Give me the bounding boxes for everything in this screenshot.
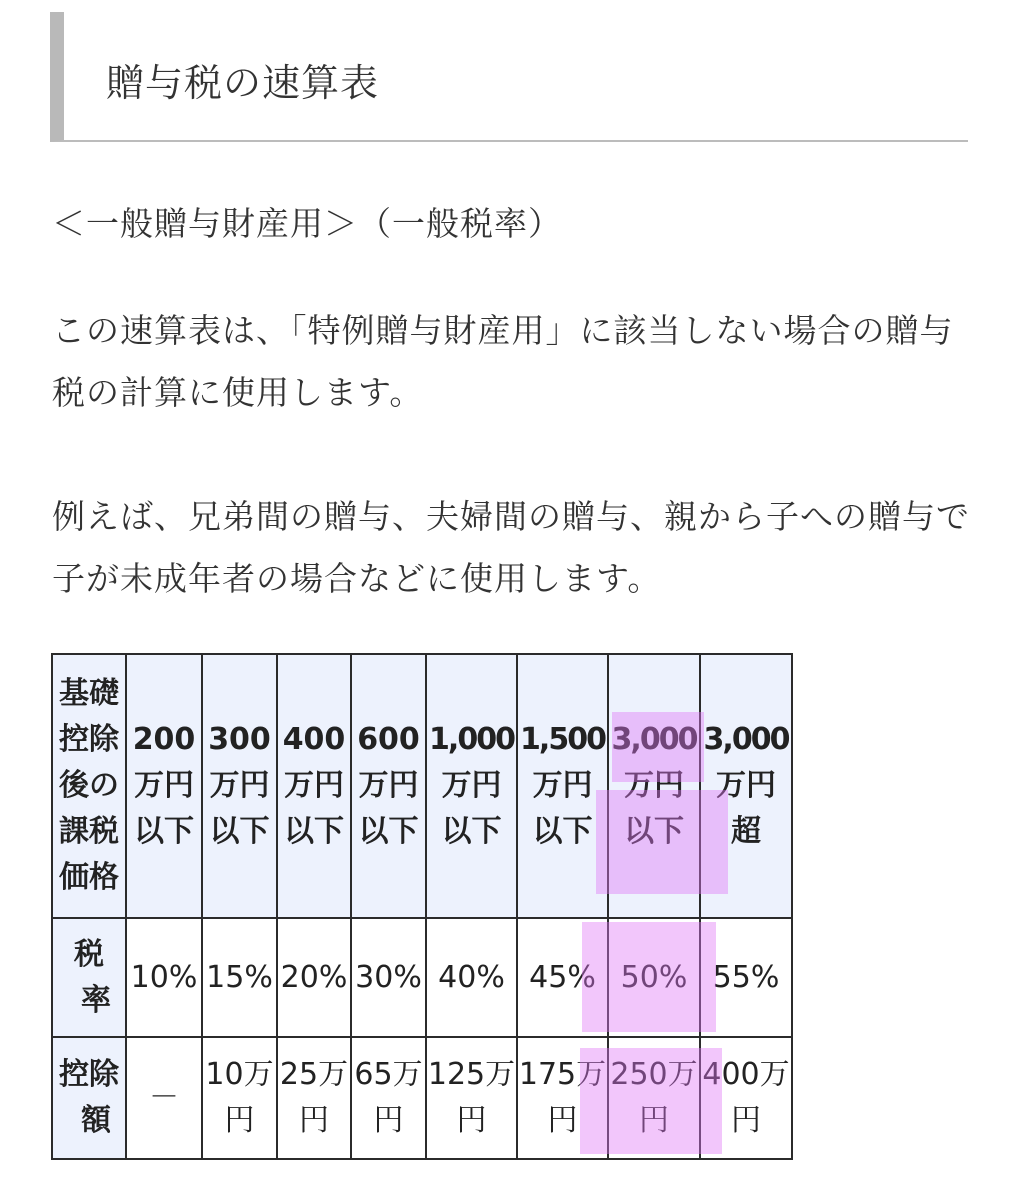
bracket-header [608,654,700,918]
section-heading [50,12,968,142]
bracket-header [202,654,277,918]
bracket-amount: 3,000 [703,722,789,757]
tax-rate-cell: 50% [608,918,700,1037]
bracket-unit: 万円 [532,768,593,803]
bracket-unit: 万円 [624,768,684,803]
gift-tax-table [51,653,793,1160]
header-row-label: 基礎 控除 後の 課税 価格 [52,654,126,918]
bracket-cond: 以下 [441,814,502,849]
bracket-unit: 万円 [358,768,419,803]
bracket-amount: 200 [132,722,196,757]
deduction-cell: 65万 円 [351,1037,426,1159]
tax-rate-cell: 15% [202,918,277,1037]
tax-rate-cell: 10% [126,918,202,1037]
bracket-unit: 万円 [716,768,776,803]
bracket-cond: 以下 [209,814,270,849]
bracket-amount: 3,000 [611,722,697,757]
bracket-amount: 600 [357,722,420,757]
deduction-cell: － [126,1037,202,1159]
bracket-cond: 以下 [358,814,419,849]
bracket-amount: 400 [282,722,346,757]
bracket-cond: 超 [731,814,761,849]
bracket-header [517,654,608,918]
tax-rate-cell: 30% [351,918,426,1037]
tax-rate-cell: 55% [700,918,792,1037]
bracket-cond: 以下 [284,814,344,849]
bracket-cond: 以下 [532,814,593,849]
deduction-cell: 400万 円 [700,1037,792,1159]
bracket-cond: 以下 [134,814,194,849]
bracket-amount: 1,000 [429,722,514,757]
deduction-cell: 125万 円 [426,1037,517,1159]
bracket-unit: 万円 [134,768,194,803]
bracket-header [426,654,517,918]
deduction-cell: 10万 円 [202,1037,277,1159]
description-paragraph-1: この速算表は、「特例贈与財産用」に該当しない場合の贈与税の計算に使用します。 [52,311,954,412]
page-title: 贈与税の速算表 [106,61,380,105]
bracket-cond: 以下 [624,814,684,849]
deduction-cell: 25万 円 [277,1037,351,1159]
tax-rate-cell: 40% [426,918,517,1037]
bracket-amount: 1,500 [520,722,605,757]
tax-rate-cell: 20% [277,918,351,1037]
deduction-cell: 250万 円 [608,1037,700,1159]
bracket-amount: 300 [208,722,271,757]
deduction-cell: 175万 円 [517,1037,608,1159]
deduction-row [52,1037,792,1159]
bracket-header [351,654,426,918]
bracket-unit: 万円 [209,768,270,803]
bracket-unit: 万円 [284,768,344,803]
deduction-label: 控除 額 [52,1037,126,1159]
bracket-header [700,654,792,918]
tax-rate-cell: 45% [517,918,608,1037]
tax-rate-label: 税 率 [52,918,126,1037]
bracket-unit: 万円 [441,768,502,803]
header-row [52,654,792,918]
bracket-header [277,654,351,918]
description-paragraph-2: 例えば、兄弟間の贈与、夫婦間の贈与、親から子への贈与で子が未成年者の場合などに使用します。 [52,497,970,598]
bracket-header [126,654,202,918]
table-subtitle: ＜一般贈与財産用＞（一般税率） [52,204,562,243]
tax-rate-row [52,918,792,1037]
